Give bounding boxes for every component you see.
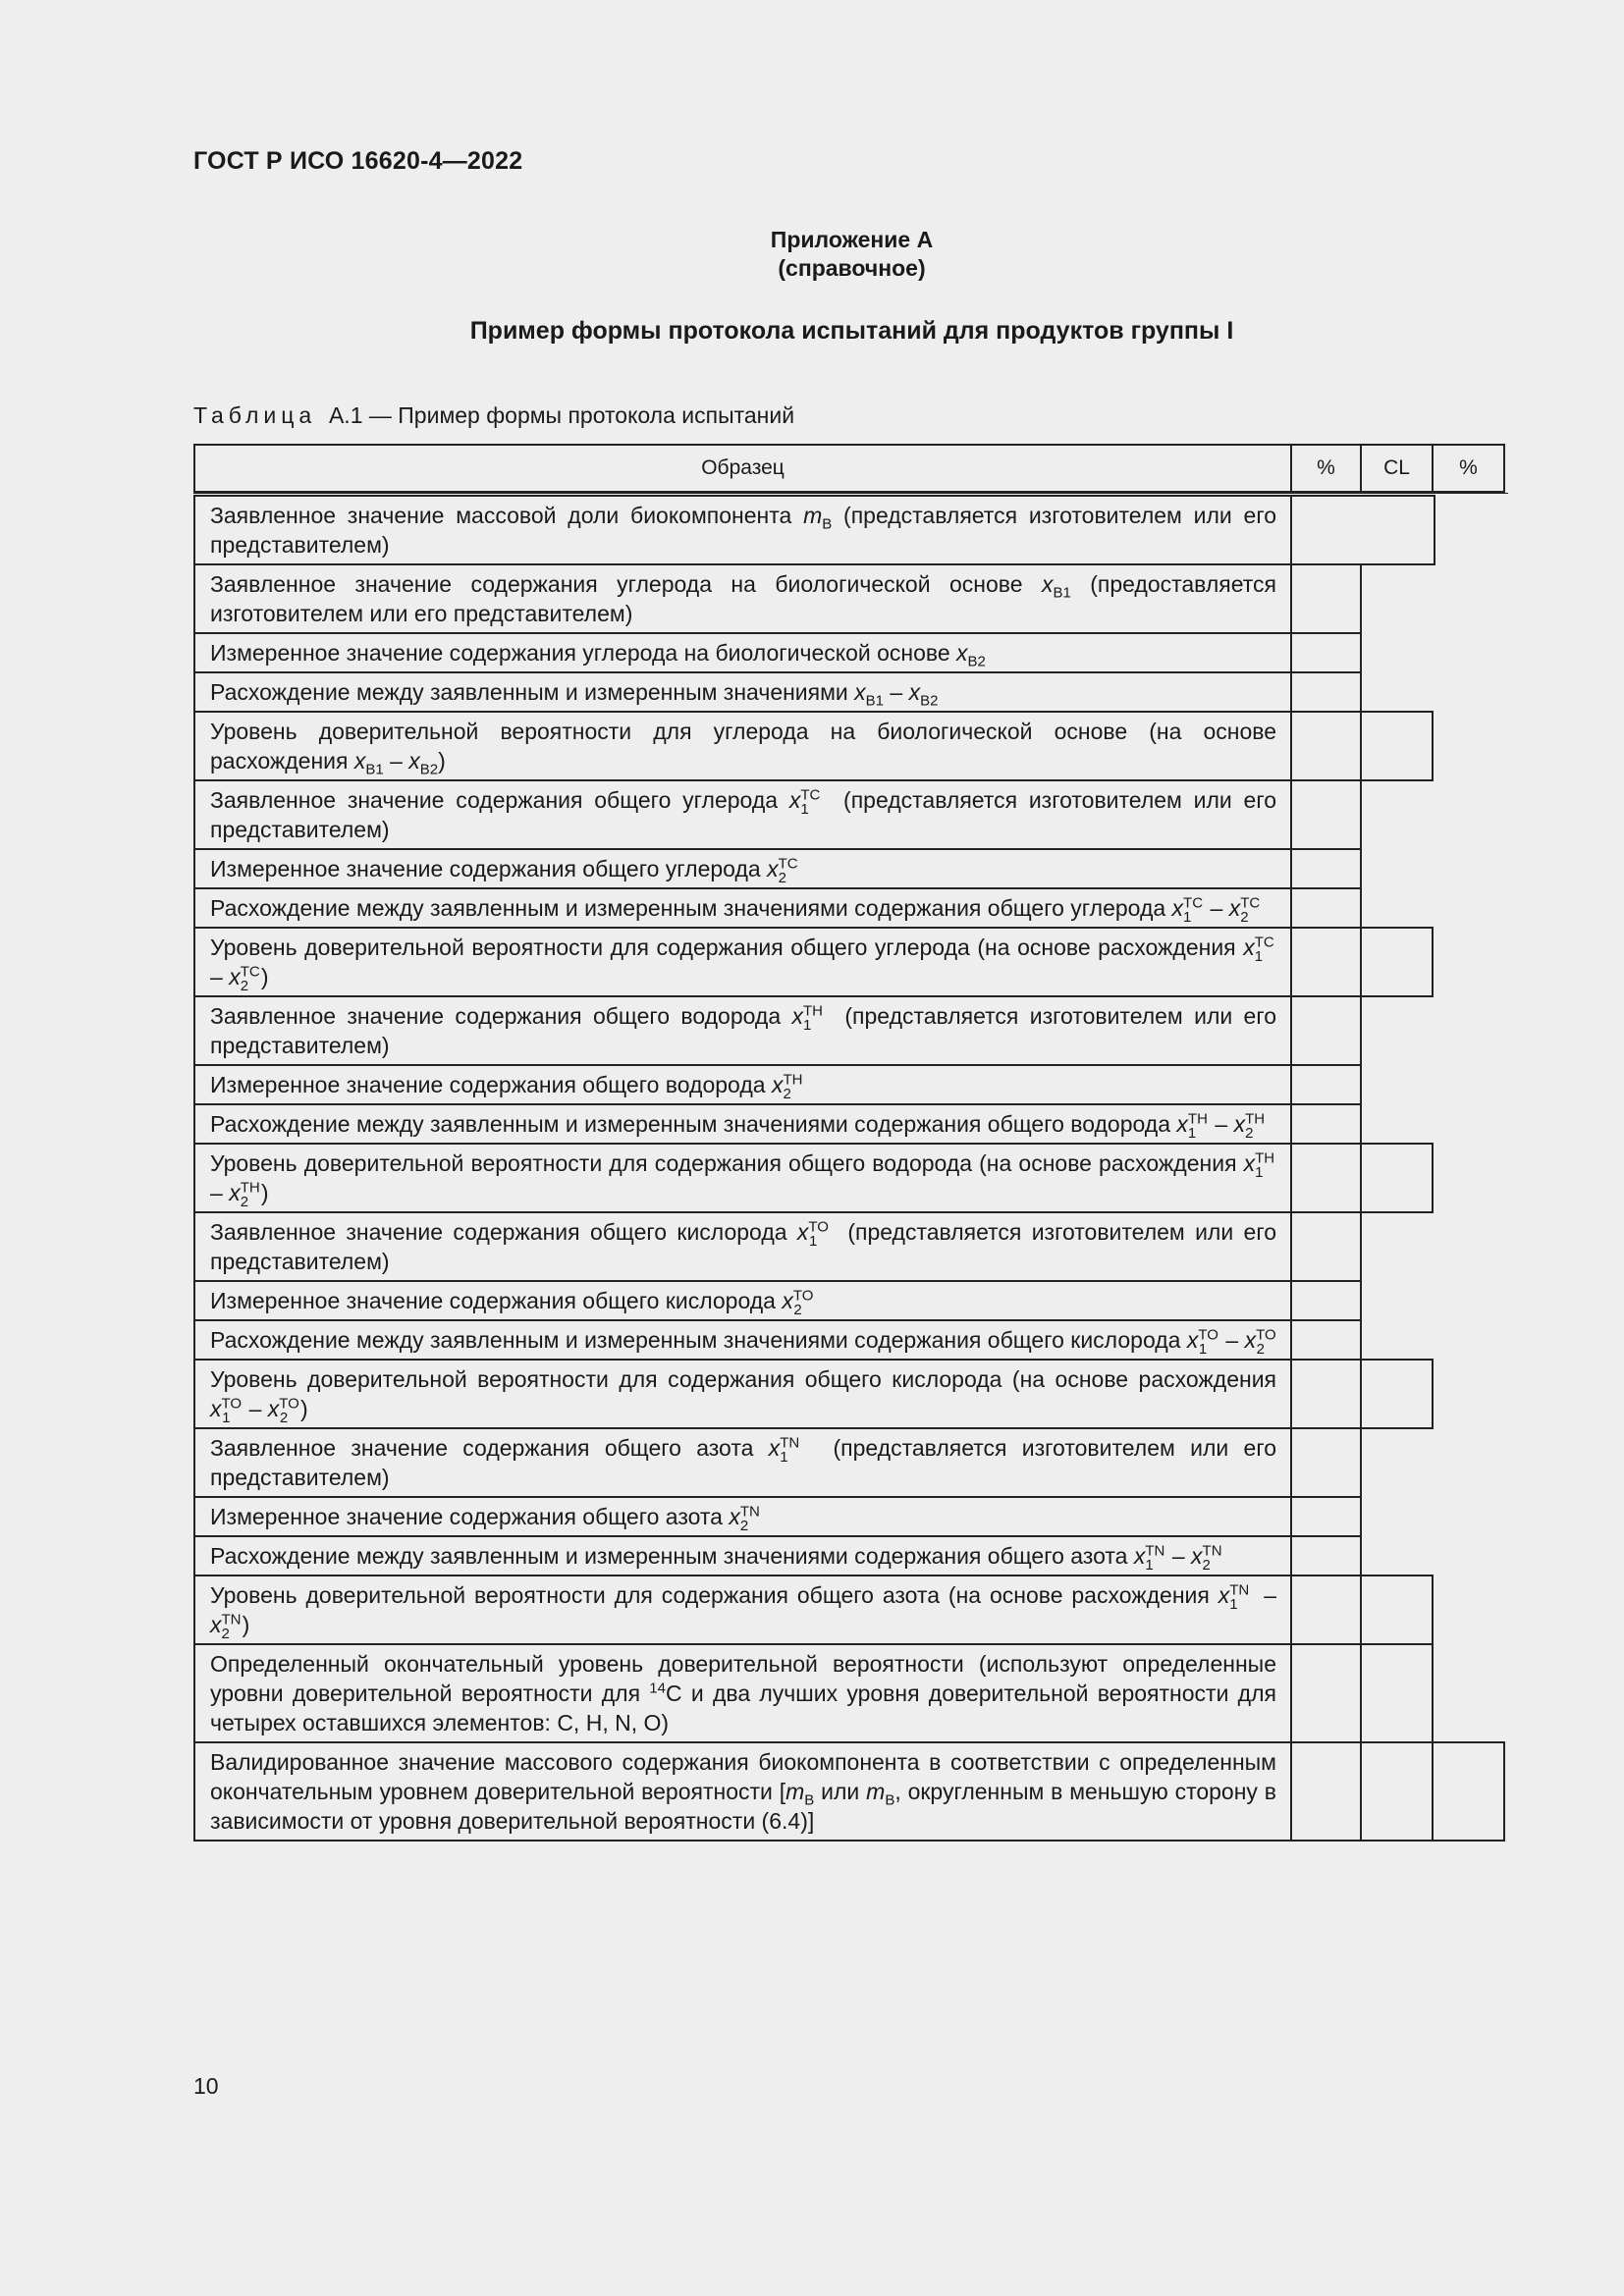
table-row	[193, 673, 1508, 713]
input-cell-cl[interactable]	[1360, 1575, 1434, 1645]
table-row	[193, 997, 1508, 1066]
input-cell-percent[interactable]	[1290, 848, 1362, 889]
appendix-title: Приложение А	[770, 227, 934, 252]
standard-number: ГОСТ Р ИСО 16620-4—2022	[193, 147, 523, 175]
row-text: Измеренное значение содержания общего углерода $x^{TC}_2$	[193, 848, 1292, 889]
input-cell-percent[interactable]	[1290, 1359, 1362, 1429]
input-cell-percent[interactable]	[1290, 711, 1362, 781]
header-percent-2: %	[1432, 444, 1505, 493]
table-row	[193, 1576, 1508, 1645]
row-text: Заявленное значение содержания углерода на биологической основе $x_{B1}$ (предоставляется изготовителем или его представителем)	[193, 563, 1292, 634]
row-text: Расхождение между заявленным и измеренным значениями $x_{B1} - x_{B2}$	[193, 671, 1292, 713]
input-cell-percent[interactable]	[1290, 1496, 1362, 1537]
row-text: Заявленное значение содержания общего углерода $x^{TC}_1$ (представляется изготовителем или его представителем)	[193, 779, 1292, 850]
table-row	[193, 1145, 1508, 1213]
input-cell-merged[interactable]	[1290, 495, 1435, 565]
table-row	[193, 634, 1508, 673]
table-row	[193, 1213, 1508, 1282]
input-cell-cl[interactable]	[1360, 1359, 1434, 1429]
row-text: Измеренное значение содержания общего кислорода $x^{TO}_2$	[193, 1280, 1292, 1321]
input-cell-percent[interactable]	[1290, 927, 1362, 997]
row-text: Расхождение между заявленным и измеренным значениями содержания общего углерода $x^{TC}_1 - x^{TC}_2$	[193, 887, 1292, 929]
input-cell-percent-final[interactable]	[1432, 1741, 1505, 1842]
input-cell-cl[interactable]	[1360, 711, 1434, 781]
input-cell-percent[interactable]	[1290, 1643, 1362, 1743]
input-cell-percent[interactable]	[1290, 1143, 1362, 1213]
row-text: Уровень доверительной вероятности для углерода на биологической основе (на основе расхождения $x_{B1} - x_{B2}$)	[193, 711, 1292, 781]
table-caption-prefix: Таблица	[193, 402, 317, 428]
input-cell-percent[interactable]	[1290, 1319, 1362, 1361]
input-cell-percent[interactable]	[1290, 1427, 1362, 1498]
input-cell-percent[interactable]	[1290, 632, 1362, 673]
table-row	[193, 1105, 1508, 1145]
table-row	[193, 781, 1508, 850]
input-cell-percent[interactable]	[1290, 995, 1362, 1066]
row-text: Заявленное значение содержания общего водорода $x^{TH}_1$ (представляется изготовителем или его представителем)	[193, 995, 1292, 1066]
table-row	[193, 1361, 1508, 1429]
input-cell-cl[interactable]	[1360, 1143, 1434, 1213]
row-text: Измеренное значение содержания общего водорода $x^{TH}_2$	[193, 1064, 1292, 1105]
header-sample: Образец	[193, 444, 1292, 493]
input-cell-percent[interactable]	[1290, 887, 1362, 929]
input-cell-percent[interactable]	[1290, 671, 1362, 713]
row-text: Уровень доверительной вероятности для содержания общего водорода (на основе расхождения $x^{TH}_1 - x^{TH}_2$ )	[193, 1143, 1292, 1213]
section-title: Пример формы протокола испытаний для продуктов группы I	[469, 317, 1234, 345]
input-cell-percent[interactable]	[1290, 563, 1362, 634]
row-text: Определенный окончательный уровень доверительной вероятности (используют определенные уровни доверительной вероятности для $^{14}$C и два лучших уровня доверительной вероятности для четырех оставшихся элементов: C, H, N, O)	[193, 1643, 1292, 1743]
table-caption-text: А.1 — Пример формы протокола испытаний	[328, 402, 795, 428]
row-text: Расхождение между заявленным и измеренным значениями содержания общего азота $x^{TN}_1 - x^{TN}_2$	[193, 1535, 1292, 1576]
row-text: Валидированное значение массового содержания биокомпонента в соответствии с определенным окончательным уровнем доверительной вероятности [$m_B$ или $m_B$, округленным в меньшую сторону в зависимости от уровня доверительной вероятности (6.4)]	[193, 1741, 1292, 1842]
appendix-type: (справочное)	[778, 255, 926, 281]
table-row	[193, 1537, 1508, 1576]
row-text: Уровень доверительной вероятности для содержания общего азота (на основе расхождения $x^{TN}_1 - x^{TN}_2$ )	[193, 1575, 1292, 1645]
appendix-heading	[0, 226, 1624, 283]
table-row	[193, 713, 1508, 781]
row-text: Заявленное значение массовой доли биокомпонента $m_B$ (представляется изготовителем или его представителем)	[193, 495, 1292, 565]
table-row	[193, 889, 1508, 929]
test-report-table	[193, 444, 1508, 1842]
input-cell-percent[interactable]	[1290, 1064, 1362, 1105]
input-cell-percent[interactable]	[1290, 779, 1362, 850]
input-cell-percent[interactable]	[1290, 1535, 1362, 1576]
table-header-row	[193, 444, 1508, 493]
table-row	[193, 565, 1508, 634]
row-text: Заявленное значение содержания общего кислорода $x^{TO}_1$ (представляется изготовителем или его представителем)	[193, 1211, 1292, 1282]
row-text: Уровень доверительной вероятности для содержания общего кислорода (на основе расхождения $x^{TO}_1 - x^{TO}_2$ )	[193, 1359, 1292, 1429]
input-cell-percent[interactable]	[1290, 1103, 1362, 1145]
header-percent-1: %	[1290, 444, 1362, 493]
input-cell-percent[interactable]	[1290, 1211, 1362, 1282]
row-text: Уровень доверительной вероятности для содержания общего углерода (на основе расхождения $x^{TC}_1 - x^{TC}_2$ )	[193, 927, 1292, 997]
row-text: Заявленное значение содержания общего азота $x^{TN}_1$ (представляется изготовителем или его представителем)	[193, 1427, 1292, 1498]
table-row	[193, 1066, 1508, 1105]
row-text: Расхождение между заявленным и измеренным значениями содержания общего водорода $x^{TH}_1 - x^{TH}_2$	[193, 1103, 1292, 1145]
input-cell-cl[interactable]	[1360, 1741, 1434, 1842]
table-row	[193, 497, 1508, 565]
row-text: Измеренное значение содержания общего азота $x^{TN}_2$	[193, 1496, 1292, 1537]
table-row	[193, 1429, 1508, 1498]
table-row	[193, 850, 1508, 889]
table-row	[193, 1498, 1508, 1537]
input-cell-cl[interactable]	[1360, 1643, 1434, 1743]
row-text: Расхождение между заявленным и измеренным значениями содержания общего кислорода $x^{TO}_1 - x^{TO}_2$	[193, 1319, 1292, 1361]
table-row	[193, 1282, 1508, 1321]
input-cell-percent[interactable]	[1290, 1280, 1362, 1321]
page-number: 10	[193, 2073, 219, 2099]
input-cell-percent[interactable]	[1290, 1741, 1362, 1842]
input-cell-cl[interactable]	[1360, 927, 1434, 997]
table-row	[193, 929, 1508, 997]
table-row	[193, 1743, 1508, 1842]
header-cl: CL	[1360, 444, 1434, 493]
input-cell-percent[interactable]	[1290, 1575, 1362, 1645]
table-row	[193, 1321, 1508, 1361]
table-caption	[193, 402, 794, 429]
row-text: Измеренное значение содержания углерода на биологической основе $x_{B2}$	[193, 632, 1292, 673]
table-row	[193, 1645, 1508, 1743]
